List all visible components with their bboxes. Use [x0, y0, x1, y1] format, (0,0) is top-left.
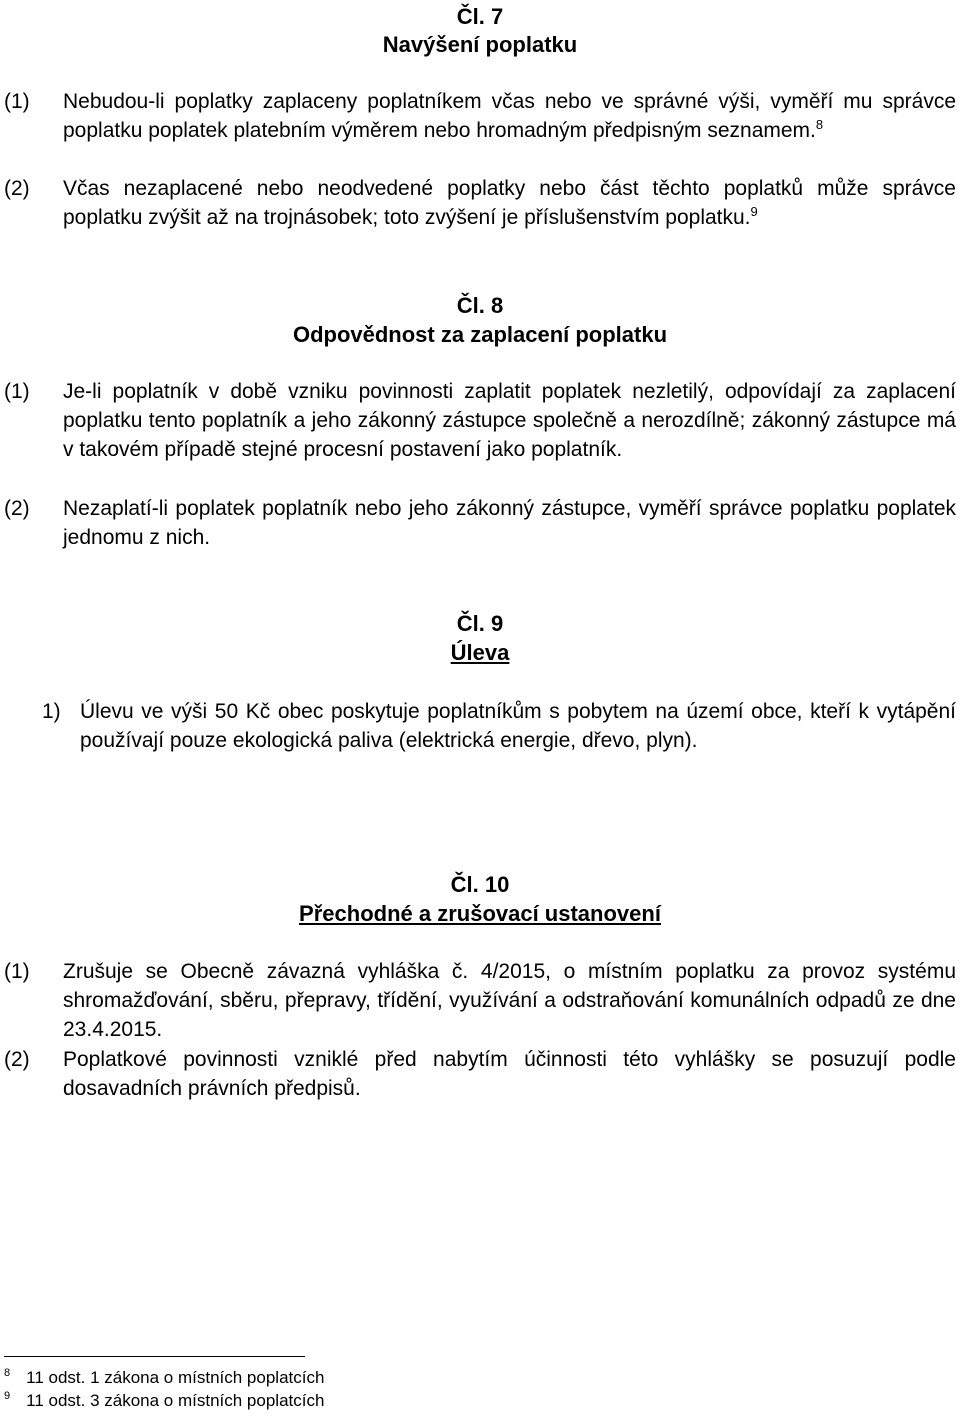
article-7-par-1-text: Nebudou-li poplatky zaplaceny poplatníkem včas nebo ve správné výši, vyměří mu správce poplatku poplatek platebním výměrem nebo hromadným předpisným seznamem. [63, 90, 956, 142]
article-10-title: Přechodné a zrušovací ustanovení [299, 901, 661, 926]
article-10-par-1: Zrušuje se Obecně závazná vyhláška č. 4/2015, o místním poplatku za provoz systému shromažďování, sběru, přepravy, třídění, využívání a odstraňování komunálních odpadů ze dne 23.4.2015. [63, 960, 956, 1041]
footnote-separator [4, 1356, 305, 1357]
footnote-8-mark: 8 [4, 1367, 11, 1380]
article-7-par-2-text: Včas nezaplacené nebo neodvedené poplatky nebo část těchto poplatků může správce poplatku zvýšit až na trojnásobek; toto zvýšení je příslušenstvím poplatku. [63, 177, 956, 229]
article-10-par-2-number: (2) [4, 1048, 30, 1071]
article-9-number: Čl. 9 [456, 611, 504, 636]
footnote-8 [4, 1367, 324, 1389]
article-10-par-1-number: (1) [4, 960, 30, 983]
footnote-ref-9[interactable]: 9 [750, 204, 758, 219]
article-7-number: Čl. 7 [456, 4, 504, 29]
article-9-par-1-number: 1) [42, 700, 61, 723]
article-7-par-1 [63, 87, 956, 145]
article-7-title: Navýšení poplatku [382, 32, 578, 57]
article-7-par-2-number: (2) [4, 177, 30, 200]
footnote-8-text: 11 odst. 1 zákona o místních poplatcích [26, 1368, 325, 1387]
footnote-9-mark: 9 [4, 1390, 11, 1403]
article-8-number: Čl. 8 [456, 293, 504, 318]
article-7-par-1-number: (1) [4, 90, 30, 113]
article-10-number: Čl. 10 [450, 872, 510, 897]
article-7-par-2 [63, 174, 956, 232]
article-9-par-1: Úlevu ve výši 50 Kč obec poskytuje poplatníkům s pobytem na území obce, kteří k vytápění používají pouze ekologická paliva (elektrická energie, dřevo, plyn). [80, 700, 956, 752]
footnote-9-text: 11 odst. 3 zákona o místních poplatcích [26, 1391, 325, 1410]
article-8-title: Odpovědnost za zaplacení poplatku [292, 322, 668, 347]
article-9-title: Úleva [450, 640, 510, 665]
article-8-par-1: Je-li poplatník v době vzniku povinnosti zaplatit poplatek nezletilý, odpovídají za zaplacení poplatku tento poplatník a jeho zákonný zástupce společně a nerozdílně; zákonný zástupce má v takovém případě stejné procesní postavení jako poplatník. [63, 380, 956, 461]
article-8-par-2: Nezaplatí-li poplatek poplatník nebo jeho zákonný zástupce, vyměří správce poplatku poplatek jednomu z nich. [63, 497, 956, 549]
article-8-par-1-number: (1) [4, 380, 30, 403]
footnote-9 [4, 1390, 324, 1412]
article-8-par-2-number: (2) [4, 497, 30, 520]
footnote-ref-8[interactable]: 8 [815, 117, 824, 132]
article-10-par-2: Poplatkové povinnosti vzniklé před nabytím účinnosti této vyhlášky se posuzují podle dosavadních právních předpisů. [63, 1048, 956, 1100]
